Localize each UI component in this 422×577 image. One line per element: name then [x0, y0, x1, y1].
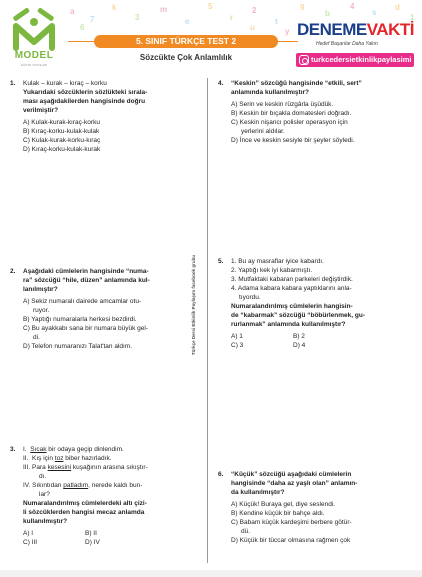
option-d[interactable]: D) İnce ve keskin sesiyle bir şeyler söyledi. [231, 137, 355, 144]
brand-part2: VAKTİ [366, 20, 414, 39]
svg-text:4: 4 [350, 2, 355, 11]
question-line: lanılmıştır? [23, 286, 58, 293]
question-line: Kulak – kurak – kıraç – korku [23, 80, 107, 87]
question-line: da kullanılmıştır? [231, 489, 285, 496]
option-a[interactable]: A) Serin ve keskin rüzgârla üşüdük. [231, 101, 334, 108]
svg-text:r: r [230, 13, 234, 22]
brand-logo [297, 20, 415, 40]
topic-subtitle: Sözcükte Çok Anlamlılık [139, 53, 233, 62]
option-d[interactable]: D) Telefon numaranızı Talat'tan aldım. [23, 343, 133, 350]
question-line: li sözcüklerden hangisi mecaz anlamda [23, 509, 145, 516]
question-number: 6. [218, 471, 224, 478]
option-b[interactable]: B) II [85, 530, 97, 537]
svg-text:7: 7 [90, 15, 95, 24]
question-1 [10, 79, 200, 154]
underlined-word: patladım [63, 482, 89, 489]
question-line: kullanılmıştır? [23, 518, 68, 525]
question-line: verilmiştir? [23, 107, 59, 114]
question-number: 3. [10, 446, 16, 453]
option-c-cont: yerlerini aldılar. [241, 128, 285, 135]
footer-strip [0, 570, 422, 577]
underlined-word: kesesini [47, 464, 72, 471]
svg-text:3: 3 [135, 13, 140, 22]
option-d[interactable]: D) 4 [293, 342, 306, 349]
svg-text:m: m [160, 5, 168, 14]
question-3 [10, 445, 200, 547]
question-line: “Keskin” sözcüğü hangisinde “etkili, sert” [231, 80, 362, 87]
statement-4-cont: lar? [39, 491, 50, 498]
svg-text:t: t [275, 17, 278, 26]
option-a[interactable]: A) Sekiz numaralı dairede amcamlar otu- [23, 298, 142, 305]
question-number: 1. [10, 80, 16, 87]
svg-text:b: b [325, 9, 330, 18]
instagram-handle: turkcedersietkinlikpaylasimi [311, 55, 412, 64]
option-d[interactable]: D) Kıraç-korku-kulak-kurak [23, 146, 101, 153]
svg-text:e: e [185, 17, 190, 26]
statement-3: III. Para kesesini kuşağının arasına sıkıştır- [23, 464, 148, 471]
question-6 [218, 470, 418, 545]
question-4 [218, 79, 418, 145]
question-number: 5. [218, 258, 224, 265]
brand-part1: DENEME [297, 20, 367, 39]
question-line: de “kabarmak” sözcüğü “böbürlenmek, gu- [231, 312, 365, 319]
logo-subtext: EĞİTİM YAYINLARI [20, 63, 48, 67]
logo-text: MODEL [14, 50, 54, 61]
option-a[interactable]: A) 1 [231, 333, 243, 340]
svg-text:2: 2 [252, 6, 257, 15]
svg-text:1: 1 [410, 13, 415, 22]
option-c[interactable]: C) Bu ayakkabı sana bir numara büyük gel- [23, 325, 149, 332]
underlined-word: Sıcak [30, 446, 47, 453]
option-c[interactable]: C) Keskin nişancı polisler operasyon için [231, 119, 348, 126]
option-a[interactable]: A) I [23, 530, 34, 537]
instagram-icon [299, 55, 309, 65]
question-number: 4. [218, 80, 224, 87]
option-a[interactable]: A) Kulak-kurak-kıraç-korku [23, 119, 100, 126]
option-c[interactable]: C) III [23, 539, 38, 546]
question-line: “Küçük” sözcüğü aşağıdaki cümlelerin [231, 471, 352, 478]
question-2 [10, 267, 200, 351]
statement-3-cont: dı. [39, 473, 47, 480]
option-c[interactable]: C) Kulak-kurak-korku-kıraç [23, 137, 101, 144]
side-vertical-text: Türkçe Dersi Etkinlik Paylaşım facebook grubu [191, 254, 196, 356]
statement-1: 1. Bu ay masraflar iyice kabardı. [231, 258, 324, 265]
question-line: Numaralandırılmış cümlelerin hangisin- [231, 303, 353, 310]
test-title: 5. SINIF TÜRKÇE TEST 2 [94, 35, 278, 48]
svg-text:u: u [250, 23, 255, 32]
statement-3: 3. Mutfaktaki kabaran parkeleri değiştirdik. [231, 276, 353, 283]
question-line: anlamında kullanılmıştır? [231, 89, 310, 96]
question-line: ra” sözcüğü “hile, düzen” anlamında kul- [23, 277, 150, 284]
option-d[interactable]: D) IV [85, 539, 100, 546]
svg-text:y: y [285, 27, 290, 36]
statement-2: II. Kış için toz biber hazırladık. [23, 455, 112, 462]
svg-text:5: 5 [208, 2, 213, 11]
option-c[interactable]: C) Babam küçük kardeşimi berbere götür- [231, 519, 352, 526]
statement-4: 4. Adama kabara kabara yaptıklarını anla- [231, 285, 352, 292]
option-c-cont: di. [33, 334, 40, 341]
column-divider [207, 78, 208, 563]
option-a[interactable]: A) Küçük! Buraya gel, diye seslendi. [231, 501, 336, 508]
question-line: Aşağıdaki cümlelerin hangisinde “numa- [23, 268, 149, 275]
statement-1: I. Sıcak bir odaya geçip dinlendim. [23, 446, 124, 453]
svg-text:6: 6 [80, 23, 85, 32]
option-b[interactable]: B) Kıraç-korku-kulak-kulak [23, 128, 100, 135]
question-line: Yukarıdaki sözcüklerin sözlükteki sırala- [23, 89, 148, 96]
option-c[interactable]: C) 3 [231, 342, 244, 349]
option-b[interactable]: B) Kendine küçük bir bahçe aldı. [231, 510, 325, 517]
option-b[interactable]: B) 2 [293, 333, 305, 340]
question-line: rurlanmak” anlamında kullanılmıştır? [231, 321, 346, 328]
question-line: Numaralandırılmış cümlelerdeki altı çizi- [23, 500, 147, 507]
question-5 [218, 257, 418, 350]
question-line: ması aşağıdakilerden hangisinde doğru [23, 98, 146, 105]
question-line: hangisinde “daha az yaşlı olan” anlamın- [231, 480, 358, 487]
option-b[interactable]: B) Yaptığı numaralarla herkesi bezdirdi. [23, 316, 137, 323]
svg-text:d: d [395, 3, 400, 12]
option-a-cont: ruyor. [33, 307, 50, 314]
option-d[interactable]: D) Küçük bir tüccar olmasına rağmen çok [231, 537, 351, 544]
underlined-word: toz [54, 455, 64, 462]
statement-2: 2. Yaptığı kek iyi kabarmıştı. [231, 267, 313, 274]
svg-text:s: s [372, 8, 377, 17]
option-b[interactable]: B) Keskin bir bıçakla domatesleri doğradı. [231, 110, 352, 117]
question-number: 2. [10, 268, 16, 275]
option-c-cont: dü. [241, 528, 251, 535]
statement-4-cont: tıyordu. [239, 294, 261, 301]
brand-tagline: Hedef Başarılar Daha Yakın [316, 41, 378, 47]
svg-text:9: 9 [300, 3, 305, 12]
svg-text:k: k [112, 3, 117, 12]
svg-text:a: a [70, 7, 75, 16]
statement-4: IV. Sıkıntıdan patladım, nerede kaldı bun- [23, 482, 143, 489]
